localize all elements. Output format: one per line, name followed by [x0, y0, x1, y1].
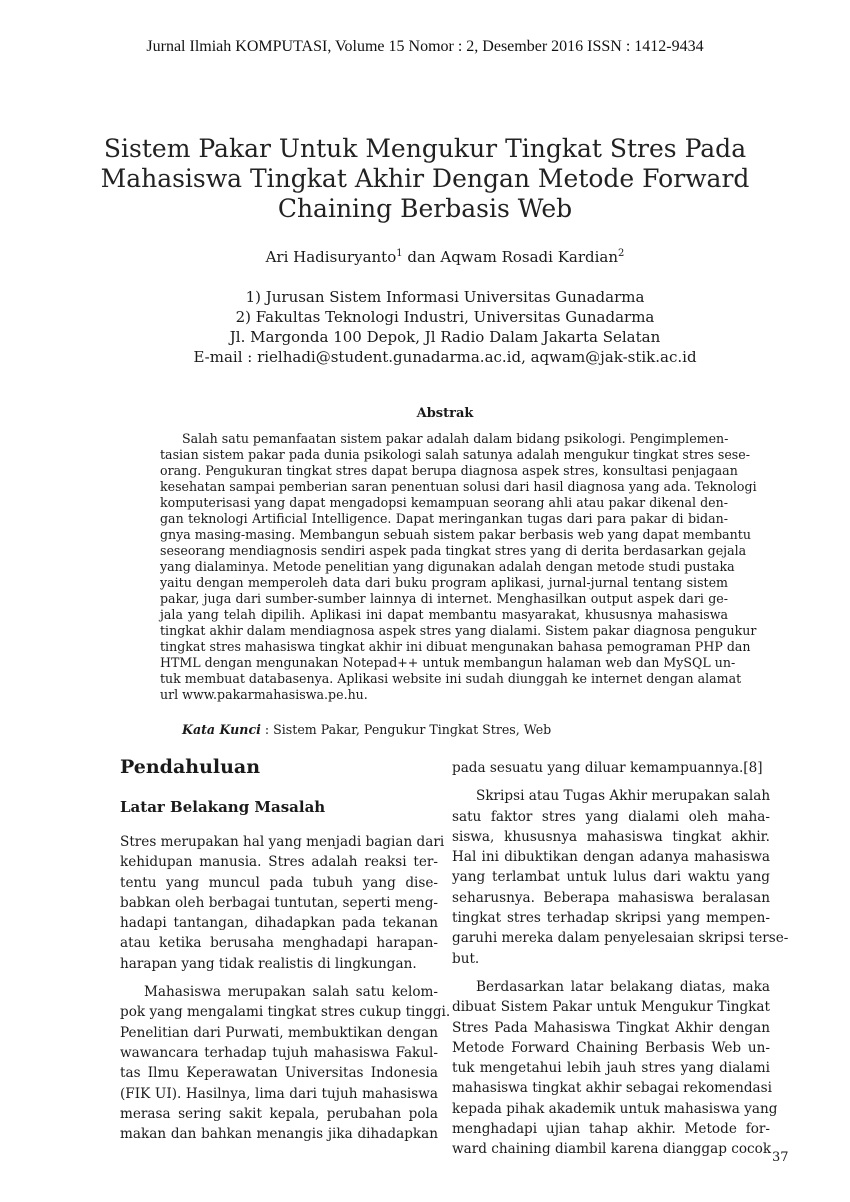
body-line: tas Ilmu Keperawatan Universitas Indonesia	[120, 1065, 438, 1082]
author-line	[0, 248, 850, 266]
paragraph-gap	[120, 974, 438, 982]
body-line: ward chaining diambil karena dianggap cocok	[452, 1141, 772, 1158]
body-line: mahasiswa tingkat akhir sebagai rekomendasi	[452, 1080, 772, 1097]
abstract-line: Salah satu pemanfaatan sistem pakar adalah dalam bidang psikologi. Pengimplemen-	[182, 431, 729, 446]
body-line: pada sesuatu yang diluar kemampuannya.[8]	[452, 760, 763, 776]
body-line: satu faktor stres yang dialami oleh maha-	[452, 808, 770, 825]
title-line: Chaining Berbasis Web	[277, 194, 573, 223]
body-line: babkan oleh berbagai tuntutan, seperti meng-	[120, 894, 438, 911]
body-line: tingkat stres terhadap skripsi yang mempen-	[452, 910, 770, 927]
body-line: siswa, khususnya mahasiswa tingkat akhir.	[452, 828, 770, 845]
abstract-line: yang dialaminya. Metode penelitian yang digunakan adalah dengan metode studi pustaka	[160, 559, 735, 574]
title-line: Sistem Pakar Untuk Mengukur Tingkat Stres Pada	[103, 134, 747, 163]
abstract-line: tingkat akhir dalam mendiagnosa aspek stres yang dialami. Sistem pakar diagnosa pengukur	[160, 623, 757, 638]
affiliation-line: Jl. Margonda 100 Depok, Jl Radio Dalam Jakarta Selatan	[229, 328, 661, 346]
abstract-line: komputerisasi yang dapat mengadopsi kemampuan seorang ahli atau pakar dikenal den-	[160, 495, 728, 510]
abstract-line: jala yang telah dipilih. Aplikasi ini dapat membantu masyarakat, khususnya mahasiswa	[160, 607, 728, 622]
author-affiliation-mark: 2	[618, 248, 625, 259]
body-line: tuk mengetahui lebih jauh stres yang dialami	[452, 1060, 770, 1077]
body-line: hadapi tantangan, dihadapkan pada tekanan	[120, 915, 438, 932]
abstract-line: yaitu dengan memperoleh data dari buku program aplikasi, jurnal-jurnal tentang sistem	[160, 575, 728, 590]
body-line: menghadapi ujian tahap akhir. Metode for-	[452, 1121, 770, 1138]
body-line: but.	[452, 950, 480, 967]
paragraph	[120, 982, 451, 1144]
abstract-line: url www.pakarmahasiswa.pe.hu.	[160, 687, 368, 702]
abstract-line: seseorang mendiagnosis sendiri aspek pada tingkat stres yang di derita berdasarkan gejala	[160, 543, 747, 558]
body-line: (FIK UI). Hasilnya, lima dari tujuh mahasiswa	[120, 1085, 438, 1102]
paragraph	[120, 832, 445, 974]
abstract-line: kesehatan sampai pemberian saran penentuan solusi dari hasil diagnosa yang ada. Teknologi	[160, 479, 757, 494]
abstract-line: pakar, juga dari sumber-sumber lainnya di internet. Menghasilkan output aspek dari ge-	[160, 591, 728, 606]
keywords-label: Kata Kunci	[182, 722, 261, 737]
abstract-line: tasian sistem pakar pada dunia psikologi salah satunya adalah mengukur tingkat stres sese-	[160, 447, 750, 462]
body-line: dibuat Sistem Pakar untuk Mengukur Tingkat	[452, 999, 770, 1016]
abstract-body	[160, 431, 757, 703]
abstract-line: gnya masing-masing. Membangun sebuah sistem pakar berbasis web yang dapat membantu	[160, 527, 751, 542]
body-line: kepada pihak akademik untuk mahasiswa yang	[452, 1100, 778, 1117]
affiliation-line: 1) Jurusan Sistem Informasi Universitas Gunadarma	[245, 288, 645, 306]
abstract-line: tuk membuat databasenya. Aplikasi website ini sudah diunggah ke internet dengan alamat	[160, 671, 742, 686]
body-line: yang terlambat untuk lulus dari waktu yang	[452, 869, 770, 886]
paragraph	[452, 786, 789, 969]
abstract-heading: Abstrak	[416, 406, 474, 421]
affiliation-line: 2) Fakultas Teknologi Industri, Universitas Gunadarma	[235, 308, 655, 326]
body-line: Stres merupakan hal yang menjadi bagian dari	[120, 834, 445, 850]
body-line: garuhi mereka dalam penyelesaian skripsi terse-	[452, 930, 789, 947]
body-line: Stres Pada Mahasiswa Tingkat Akhir dengan	[452, 1019, 770, 1036]
body-line: kehidupan manusia. Stres adalah reaksi ter-	[120, 854, 438, 871]
body-line: harapan yang tidak realistis di lingkungan.	[120, 955, 417, 972]
abstract-line: gan teknologi Artificial Intelligence. Dapat meringankan tugas dari para pakar di bidan-	[160, 511, 728, 526]
abstract-line: HTML dengan mengunakan Notepad++ untuk membangun halaman web dan MySQL un-	[160, 655, 736, 670]
body-line: pok yang mengalami tingkat stres cukup tinggi.	[120, 1004, 451, 1021]
affiliations	[0, 287, 850, 367]
running-header: Jurnal Ilmiah KOMPUTASI, Volume 15 Nomor : 2, Desember 2016 ISSN : 1412-9434	[146, 38, 704, 55]
keywords-text: : Sistem Pakar, Pengukur Tingkat Stres, Web	[260, 722, 552, 737]
body-line: Mahasiswa merupakan salah satu kelom-	[144, 984, 438, 1001]
body-line: Hal ini dibuktikan dengan adanya mahasiswa	[452, 849, 770, 866]
author-conjunction: dan	[402, 248, 441, 266]
body-line: atau ketika berusaha menghadapi harapan-	[120, 935, 438, 952]
body-line: makan dan bahkan menangis jika dihadapkan	[120, 1126, 438, 1143]
body-line: tentu yang muncul pada tubuh yang dise-	[120, 874, 438, 891]
section-title: Pendahuluan	[120, 756, 261, 778]
abstract-line: tingkat stres mahasiswa tingkat akhir ini dibuat mengunakan bahasa pemograman PHP dan	[160, 639, 751, 654]
paragraph-gap	[452, 969, 770, 977]
keywords	[182, 722, 551, 737]
abstract-line: orang. Pengukuran tingkat stres dapat berupa diagnosa aspek stres, konsultasi penjagaan	[160, 463, 738, 478]
body-line: merasa sering sakit kepala, perubahan pola	[120, 1105, 438, 1122]
paragraph-gap	[452, 778, 770, 786]
body-line: Metode Forward Chaining Berbasis Web un-	[452, 1039, 770, 1056]
author-name: Aqwam Rosadi Kardian	[440, 248, 619, 266]
paragraph	[452, 758, 770, 778]
affiliation-email: E-mail : rielhadi@student.gunadarma.ac.id, aqwam@jak-stik.ac.id	[193, 348, 697, 366]
paper-title	[80, 134, 770, 224]
body-line: Skripsi atau Tugas Akhir merupakan salah	[476, 788, 771, 805]
author-name: Ari Hadisuryanto	[265, 248, 397, 266]
body-line: seharusnya. Beberapa mahasiswa beralasan	[452, 889, 770, 906]
author-affiliation-mark: 1	[396, 248, 403, 259]
left-column	[120, 832, 451, 1144]
title-line: Mahasiswa Tingkat Akhir Dengan Metode Forward	[100, 164, 750, 193]
page-number: 37	[772, 1150, 789, 1165]
paragraph	[452, 977, 778, 1160]
body-line: Penelitian dari Purwati, membuktikan dengan	[120, 1024, 438, 1041]
body-line: Berdasarkan latar belakang diatas, maka	[476, 978, 770, 995]
body-line: wawancara terhadap tujuh mahasiswa Fakul-	[120, 1044, 438, 1061]
subsection-title: Latar Belakang Masalah	[120, 798, 326, 816]
